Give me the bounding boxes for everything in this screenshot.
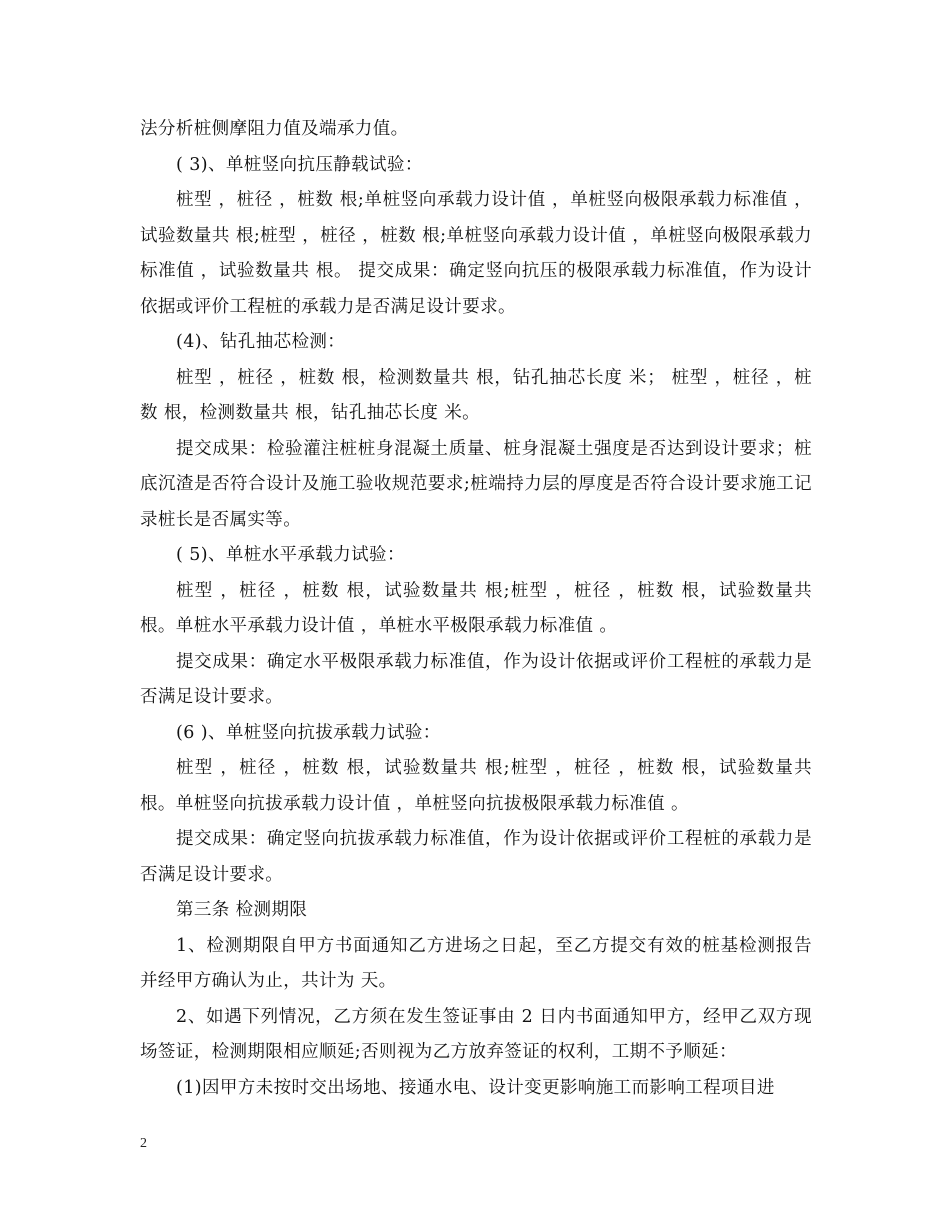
heading-uplift-load-test: (6 )、单桩竖向抗拔承载力试验： <box>176 722 441 743</box>
paragraph-period-extension: 2、如遇下列情况，乙方须在发生签证事由 2 日内书面通知甲方，经甲乙双方现场签证，检测期限相应顺延;否则视为乙方放弃签证的权利，工期不予顺延： <box>140 1006 812 1062</box>
paragraph-uplift-load-results: 提交成果：确定竖向抗拔承载力标准值，作为设计依据或评价工程桩的承载力是否满足设计要求。 <box>140 829 812 885</box>
paragraph-extension-item-one: (1)因甲方未按时交出场地、接通水电、设计变更影响施工而影响工程项目进 <box>176 1077 775 1098</box>
paragraph-uplift-load-test: 桩型 ，桩径 ，桩数 根，试验数量共 根;桩型 ，桩径 ，桩数 根，试验数量共 根。单桩竖向抗拔承载力设计值 ，单桩竖向抗拔极限承载力标准值 。 <box>140 758 812 814</box>
paragraph-horizontal-load-test: 桩型 ，桩径 ，桩数 根，试验数量共 根;桩型 ，桩径 ，桩数 根，试验数量共 根。单桩水平承载力设计值 ，单桩水平极限承载力标准值 。 <box>140 580 812 636</box>
page-number: 2 <box>140 1136 147 1151</box>
document-body <box>140 112 812 1106</box>
paragraph-horizontal-load-results: 提交成果：确定水平极限承载力标准值，作为设计依据或评价工程桩的承载力是否满足设计要求。 <box>140 651 812 707</box>
paragraph-core-drilling-results: 提交成果：检验灌注桩桩身混凝土质量、桩身混凝土强度是否达到设计要求；桩底沉渣是否符合设计及施工验收规范要求;桩端持力层的厚度是否符合设计要求施工记录桩长是否属实等。 <box>140 438 812 530</box>
heading-core-drilling: (4)、钻孔抽芯检测： <box>176 332 346 352</box>
heading-horizontal-load-test: ( 5)、单桩水平承载力试验： <box>176 545 405 565</box>
heading-article-three: 第三条 检测期限 <box>176 900 308 920</box>
paragraph-continuation: 法分析桩侧摩阻力值及端承力值。 <box>140 119 409 139</box>
paragraph-static-load-test: 桩型 ，桩径 ，桩数 根;单桩竖向承载力设计值 ，单桩竖向极限承载力标准值 ，试验数量共 根;桩型 ，桩径 ，桩数 根;单桩竖向承载力设计值 ，单桩竖向极限承载力标准值 ，试验数量共 根。 提交成果：确定竖向抗压的极限承载力标准值，作为设计依据或评价工程桩的承载力是否满足设计要求。 <box>140 190 812 317</box>
paragraph-testing-period: 1、检测期限自甲方书面通知乙方进场之日起，至乙方提交有效的桩基检测报告并经甲方确认为止，共计为 天。 <box>140 935 812 991</box>
heading-static-load-test: ( 3)、单桩竖向抗压静载试验： <box>176 154 423 175</box>
paragraph-core-drilling: 桩型 ，桩径 ，桩数 根，检测数量共 根，钻孔抽芯长度 米； 桩型 ，桩径 ，桩数 根，检测数量共 根，钻孔抽芯长度 米。 <box>140 367 812 423</box>
